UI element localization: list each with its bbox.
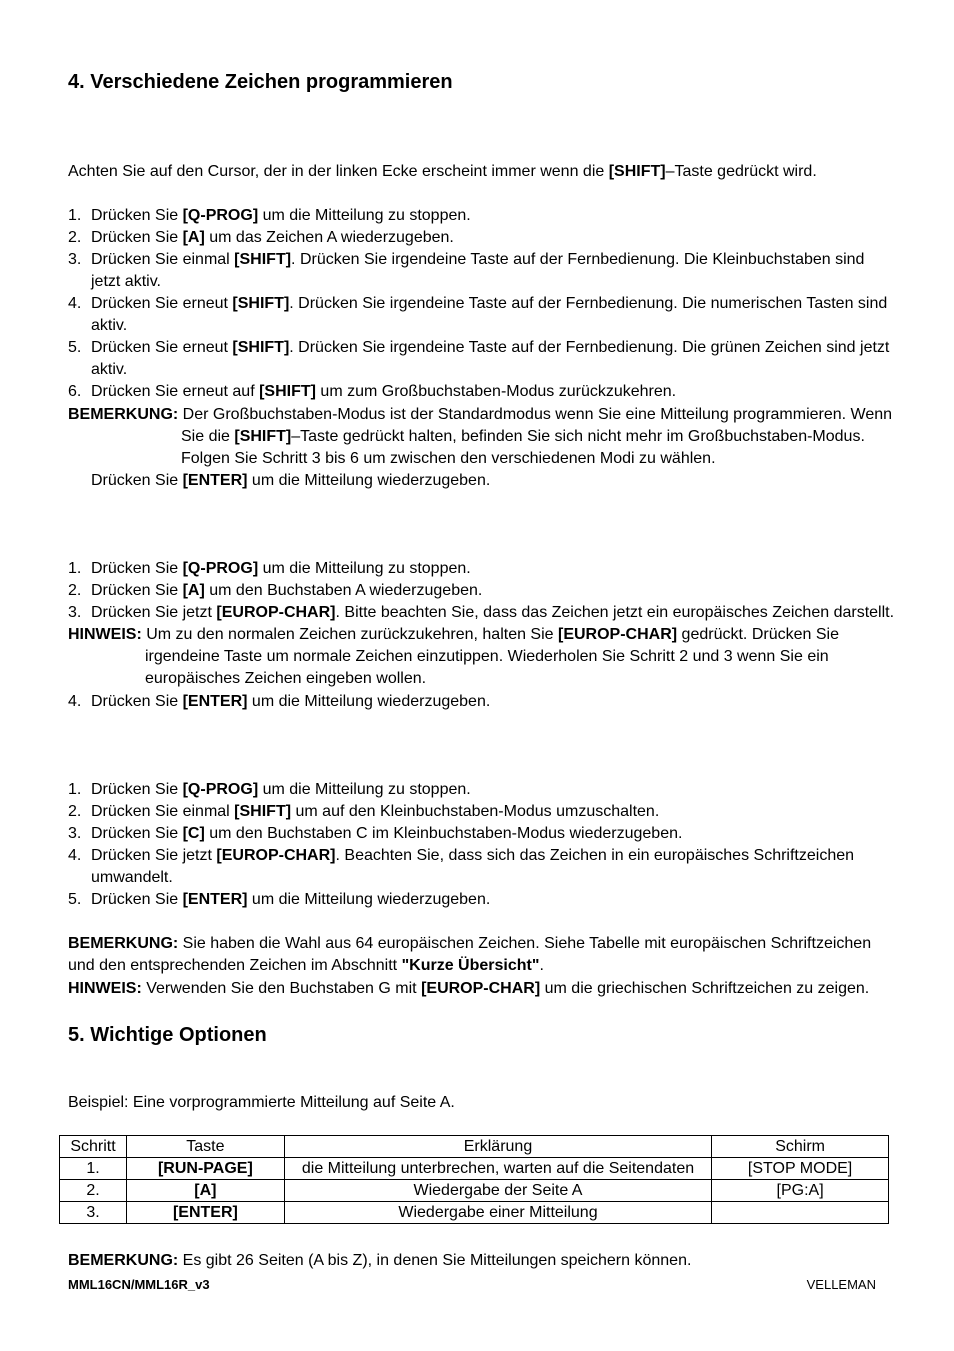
europ-char-steps-list [68,558,898,624]
step-number: 2. [68,803,82,820]
step-number: 3. [68,604,82,621]
shift-steps-list [68,205,898,403]
key-label: [A] [182,582,205,599]
step-number: 5. [68,891,82,908]
list-item: 4. Drücken Sie erneut [SHIFT]. Drücken Sie irgendeine Taste auf der Fernbedienung. Die numerischen Tasten sind aktiv. [68,295,888,334]
greek-hint: HINWEIS: Verwenden Sie den Buchstaben G mit [EUROP-CHAR] um die griechischen Schriftzeichen zu zeigen. [68,980,870,997]
key-label: [SHIFT] [232,295,290,312]
table-header: Schirm [712,1136,889,1158]
key-label: [SHIFT] [259,383,316,400]
list-item: 4. Drücken Sie [ENTER] um die Mitteilung wiederzugeben. [68,691,898,713]
key-label: [SHIFT] [234,803,292,820]
step-number: 3. [68,251,82,268]
section-5-title: 5. Wichtige Optionen [68,1024,267,1046]
step-number: 2. [68,229,82,246]
list-item: 5. Drücken Sie [ENTER] um die Mitteilung wiederzugeben. [68,889,898,911]
list-item: 4. Drücken Sie jetzt [EUROP-CHAR]. Beachten Sie, dass sich das Zeichen in ein europäisches Schriftzeichen umwandelt. [68,847,855,886]
footer-model: MML16CN/MML16R_v3 [68,1277,210,1292]
table-header-row [60,1136,889,1158]
list-item: 3. Drücken Sie [C] um den Buchstaben C im Kleinbuchstaben-Modus wiederzugeben. [68,823,898,845]
list-item: 2. Drücken Sie [A] um das Zeichen A wiederzugeben. [68,227,898,249]
list-item: 2. Drücken Sie einmal [SHIFT] um auf den Kleinbuchstaben-Modus umzuschalten. [68,801,898,823]
step-number: 4. [68,693,82,710]
step-number: 1. [68,781,82,798]
table-header: Taste [126,1136,284,1158]
step-number: 1. [68,207,82,224]
step-number: 4. [68,847,82,864]
step-number: 6. [68,383,82,400]
step-number: 4. [68,295,82,312]
table-header: Erklärung [284,1136,711,1158]
key-label: [Q-PROG] [182,560,259,577]
key-label: [Q-PROG] [182,207,259,224]
step-number: 2. [68,582,82,599]
key-label: [SHIFT] [232,339,290,356]
key-label: [EUROP-CHAR] [216,604,336,621]
cursor-intro: Achten Sie auf den Cursor, der in der linken Ecke erscheint immer wenn die [SHIFT]–Taste gedrückt wird. [68,163,817,180]
key-label: [ENTER] [182,891,248,908]
europ-char-steps-list-cont [68,691,898,713]
list-item: 1. Drücken Sie [Q-PROG] um die Mitteilung zu stoppen. [68,205,898,227]
key-label: [C] [182,825,205,842]
list-item: 3. Drücken Sie jetzt [EUROP-CHAR]. Bitte beachten Sie, dass das Zeichen jetzt ein europäisches Zeichen darstellt. [68,602,898,624]
key-label: [Q-PROG] [182,781,259,798]
table-row: 3. [ENTER] Wiedergabe einer Mitteilung [60,1202,889,1224]
table-header: Schritt [60,1136,127,1158]
section-4-title: 4. Verschiedene Zeichen programmieren [68,71,453,93]
table-row: 2. [A] Wiedergabe der Seite A [PG:A] [60,1180,889,1202]
lowercase-europ-steps-list [68,779,898,911]
step-number: 1. [68,560,82,577]
list-item: 5. Drücken Sie erneut [SHIFT]. Drücken Sie irgendeine Taste auf der Fernbedienung. Die grünen Zeichen sind jetzt aktiv. [68,339,890,378]
step-number: 5. [68,339,82,356]
remark-label: BEMERKUNG: [68,406,179,423]
europ-remark: BEMERKUNG: Sie haben die Wahl aus 64 europäischen Zeichen. Siehe Tabelle mit europäischen Schriftzeichen und den entsprechenden Zeichen im Abschnitt "Kurze Übersicht". [68,935,872,974]
shift-remark: BEMERKUNG: Der Großbuchstaben-Modus ist der Standardmodus wenn Sie eine Mitteilung programmieren. Wenn Sie die [SHIFT]–Taste gedrückt halten, befinden Sie sich nicht mehr im Großbuchstaben-Modus. Folgen Sie Schritt 3 bis 6 um zwischen den verschiedenen Modi zu wählen. Drücken Sie [ENTER] um die Mitteilung wiederzugeben. [68,406,893,489]
list-item: 2. Drücken Sie [A] um den Buchstaben A wiederzugeben. [68,580,898,602]
pages-remark: BEMERKUNG: Es gibt 26 Seiten (A bis Z), in denen Sie Mitteilungen speichern können. [68,1252,692,1269]
key-label: [A] [182,229,205,246]
list-item: 3. Drücken Sie einmal [SHIFT]. Drücken Sie irgendeine Taste auf der Fernbedienung. Die Kleinbuchstaben sind jetzt aktiv. [68,251,865,290]
list-item: 6. Drücken Sie erneut auf [SHIFT] um zum Großbuchstaben-Modus zurückzukehren. [68,381,898,403]
key-label: [EUROP-CHAR] [216,847,336,864]
hint-label: HINWEIS: [68,626,142,643]
europ-char-hint: HINWEIS: Um zu den normalen Zeichen zurückzukehren, halten Sie [EUROP-CHAR] gedrückt. Drücken Sie irgendeine Taste um normale Zeichen einzutippen. Wiederholen Sie Schritt 2 und 3 wenn Sie ein europäisches Zeichen eingeben wollen. [68,626,839,687]
options-table [59,1135,889,1224]
step-number: 3. [68,825,82,842]
list-item: 1. Drücken Sie [Q-PROG] um die Mitteilung zu stoppen. [68,779,898,801]
footer-brand: VELLEMAN [806,1277,876,1292]
key-label: [ENTER] [182,693,248,710]
key-label: [SHIFT] [234,251,292,268]
list-item: 1. Drücken Sie [Q-PROG] um die Mitteilung zu stoppen. [68,558,898,580]
table-row: 1. [RUN-PAGE] die Mitteilung unterbrechen, warten auf die Seitendaten [STOP MODE] [60,1158,889,1180]
example-text: Beispiel: Eine vorprogrammierte Mitteilung auf Seite A. [68,1094,455,1111]
